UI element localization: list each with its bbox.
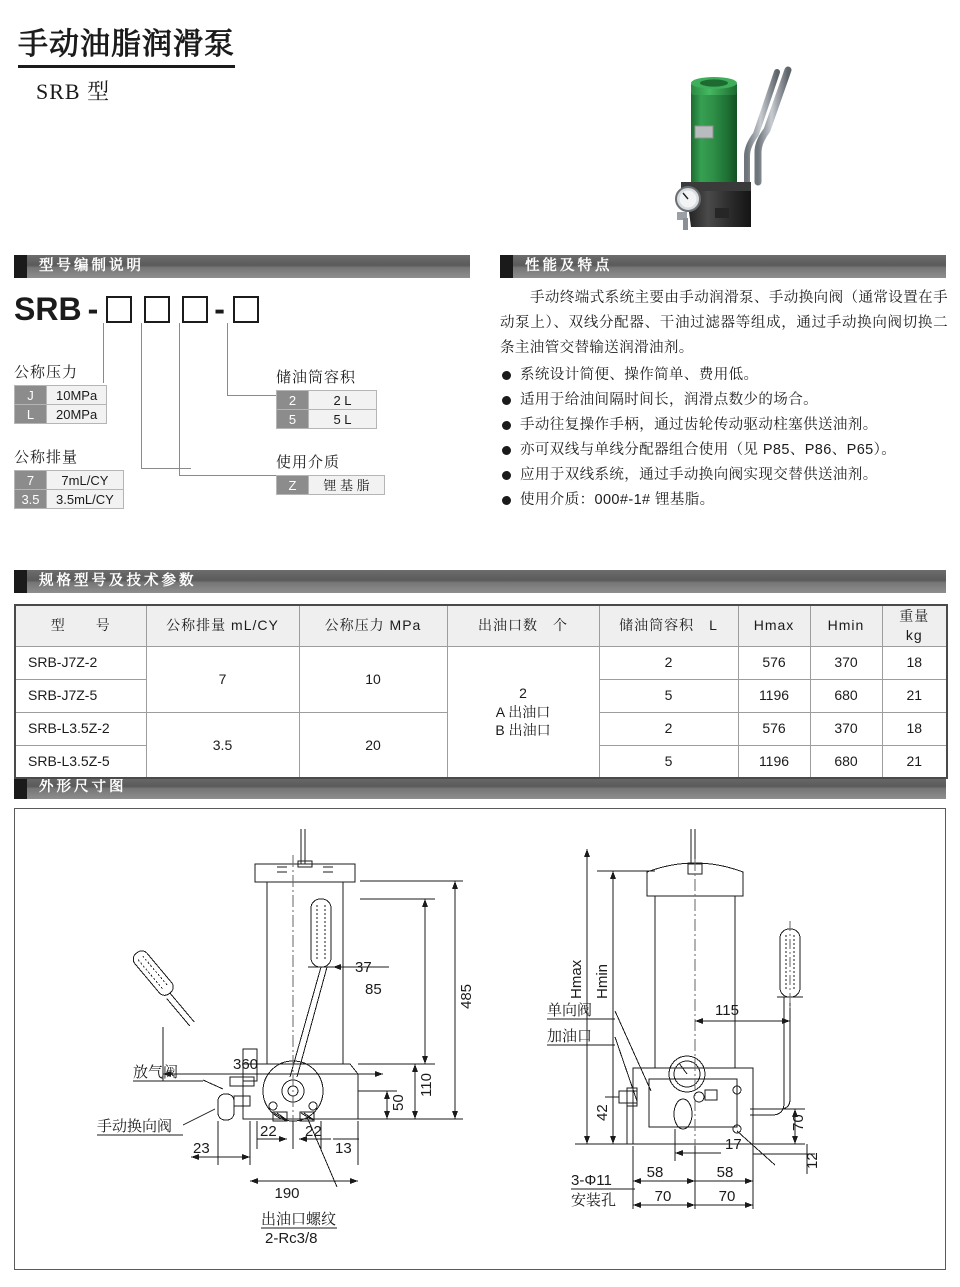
cell-weight: 21 (882, 745, 947, 778)
label-vent-valve: 放气阀 (133, 1064, 179, 1081)
label-mounting-hole-spec: 3-Φ11 (571, 1172, 612, 1189)
cell-capacity: 2 (599, 646, 738, 679)
product-photo (655, 30, 830, 235)
value-cell: 2 L (309, 391, 377, 410)
table-row (15, 490, 124, 509)
column-header-outlets: 出油口数 个 (447, 605, 599, 646)
label-filler-port: 加油口 (547, 1028, 593, 1045)
cell-weight: 18 (882, 646, 947, 679)
cell-hmax: 576 (738, 712, 810, 745)
label-outlet-thread: 出油口螺纹 (261, 1211, 337, 1228)
code-cell: 7 (15, 471, 47, 490)
section-header-dimensions-label: 外形尺寸图 (39, 779, 127, 796)
feature-item-text: 亦可双线与单线分配器组合使用（见 P85、P86、P65）。 (520, 442, 897, 458)
cell-weight: 21 (882, 679, 947, 712)
cell-model: SRB-L3.5Z-2 (15, 712, 146, 745)
section-header-performance (500, 255, 946, 278)
page-title: 手动油脂润滑泵 (18, 28, 235, 68)
reservoir-cap-inner (700, 79, 728, 86)
feature-item (500, 363, 948, 388)
cell-capacity: 2 (599, 712, 738, 745)
cell-displacement: 7 (146, 646, 299, 712)
cell-hmax: 1196 (738, 679, 810, 712)
table-row (277, 410, 377, 429)
dim-left-485: 485 (458, 983, 475, 1009)
feature-item (500, 413, 948, 438)
right-filler-port (705, 1090, 717, 1100)
feature-item (500, 488, 948, 513)
cell-hmin: 680 (810, 745, 882, 778)
left-base-block (243, 1064, 358, 1119)
column-header-hmin: Hmin (810, 605, 882, 646)
feature-item-text: 系统设计简便、操作简单、费用低。 (520, 367, 759, 383)
feature-item-text: 应用于双线系统，通过手动换向阀实现交替供送油剂。 (520, 467, 878, 483)
model-dash-2: - (214, 291, 225, 327)
left-reservoir-body (267, 882, 343, 1064)
left-elevation-drawing (130, 829, 358, 1127)
bullet-icon (502, 371, 511, 380)
table-header-row (15, 605, 947, 646)
cell-capacity: 5 (599, 679, 738, 712)
outlet-count: 2 (519, 684, 527, 701)
cell-hmax: 576 (738, 646, 810, 679)
section-header-dimensions (14, 776, 946, 799)
value-cell: 7mL/CY (47, 471, 124, 490)
section-header-model-coding (14, 255, 470, 278)
table-working-medium (276, 475, 385, 495)
right-elevation-drawing (619, 829, 803, 1154)
cell-model: SRB-L3.5Z-5 (15, 745, 146, 778)
dim-left-22a: 22 (260, 1123, 277, 1140)
cell-pressure: 20 (299, 712, 447, 778)
left-handle-grip (311, 899, 331, 967)
column-header-hmax: Hmax (738, 605, 810, 646)
dimension-drawings (15, 809, 945, 1269)
outlet-port-a: A 出油口 (495, 703, 551, 720)
bullet-icon (502, 471, 511, 480)
group-nominal-displacement-title: 公称排量 (14, 449, 79, 466)
label-manual-reversing-valve: 手动换向阀 (97, 1118, 173, 1135)
table-row (277, 476, 385, 495)
section-header-specifications-label: 规格型号及技术参数 (39, 573, 197, 590)
cell-hmin: 680 (810, 679, 882, 712)
model-code-box-2[interactable] (144, 296, 170, 323)
dim-left-85: 85 (365, 981, 382, 998)
code-cell: 3.5 (15, 490, 47, 509)
left-reversing-valve (218, 1094, 234, 1120)
dimension-drawing-frame (14, 808, 946, 1270)
specifications-table-wrap (14, 604, 946, 779)
dim-right-70c: 70 (790, 1114, 807, 1131)
feature-item (500, 388, 948, 413)
cell-model: SRB-J7Z-2 (15, 646, 146, 679)
cell-outlets (447, 646, 599, 778)
feature-item (500, 463, 948, 488)
value-cell: 10MPa (47, 386, 107, 405)
cell-weight: 18 (882, 712, 947, 745)
model-coding-diagram (14, 285, 474, 515)
value-cell: 20MPa (47, 405, 107, 424)
table-nominal-displacement (14, 470, 124, 509)
label-outlet-thread-spec: 2-Rc3/8 (265, 1230, 318, 1247)
model-dash-1: - (87, 291, 99, 327)
base-fitting-stem (683, 218, 688, 230)
group-working-medium (276, 455, 385, 495)
dim-left-360: 360 (233, 1056, 259, 1073)
label-check-valve: 单向阀 (547, 1002, 593, 1019)
model-code-box-1[interactable] (106, 296, 132, 323)
performance-paragraph: 手动终端式系统主要由手动润滑泵、手动换向阀（通常设置在手动泵上）、双线分配器、干油过滤器等组成，通过手动换向阀切换二条主油管交替输送润滑油剂。 (500, 290, 948, 356)
column-header-capacity: 储油筒容积 L (599, 605, 738, 646)
cell-hmin: 370 (810, 712, 882, 745)
product-photo-svg (655, 30, 830, 235)
table-row (277, 391, 377, 410)
performance-features-list (500, 286, 948, 513)
model-code-box-3[interactable] (182, 296, 208, 323)
model-prefix: SRB (14, 291, 82, 327)
cell-hmax: 1196 (738, 745, 810, 778)
model-code-string (14, 293, 259, 325)
left-handle-arm (290, 967, 321, 1077)
page-subtitle: SRB 型 (36, 79, 111, 104)
cell-pressure: 10 (299, 646, 447, 712)
label-hmax: Hmax (568, 959, 585, 999)
base-outlet-block (715, 208, 729, 218)
dim-left-110: 110 (418, 1073, 435, 1097)
connector-capacity-vertical (227, 323, 228, 395)
product-label-plate (695, 126, 713, 138)
column-header-weight: 重量 kg (882, 605, 947, 646)
code-cell: L (15, 405, 47, 424)
connector-displacement-vertical (141, 323, 142, 468)
dim-right-17: 17 (725, 1136, 742, 1153)
cell-hmin: 370 (810, 646, 882, 679)
group-nominal-pressure (14, 365, 107, 424)
table-row (15, 386, 107, 405)
table-row (15, 646, 947, 679)
page-title-block (18, 28, 235, 106)
column-header-pressure: 公称压力 MPa (299, 605, 447, 646)
dim-right-12: 12 (804, 1152, 821, 1169)
dim-left-22b: 22 (305, 1123, 322, 1140)
connector-media-horizontal (179, 475, 276, 476)
connector-capacity-horizontal (227, 395, 276, 396)
code-cell: 5 (277, 410, 309, 429)
bullet-icon (502, 421, 511, 430)
dim-left-23: 23 (193, 1140, 210, 1157)
cell-model: SRB-J7Z-5 (15, 679, 146, 712)
dim-right-58b: 58 (716, 1164, 734, 1181)
column-header-model: 型 号 (15, 605, 146, 646)
column-header-displacement: 公称排量 mL/CY (146, 605, 299, 646)
group-nominal-pressure-title: 公称压力 (14, 364, 79, 381)
bullet-icon (502, 396, 511, 405)
feature-item-text: 适用于给油间隔时间长，润滑点数少的场合。 (520, 392, 818, 408)
value-cell: 锂 基 脂 (309, 476, 385, 495)
dim-left-13: 13 (335, 1140, 352, 1157)
value-cell: 5 L (309, 410, 377, 429)
connector-displacement-horizontal (141, 468, 191, 469)
bullet-icon (502, 496, 511, 505)
cell-displacement: 3.5 (146, 712, 299, 778)
connector-media-vertical (179, 323, 180, 475)
table-row (15, 405, 107, 424)
table-nominal-pressure (14, 385, 107, 424)
dim-right-70b: 70 (718, 1188, 736, 1205)
code-cell: J (15, 386, 47, 405)
group-nominal-displacement (14, 450, 124, 509)
table-row (15, 471, 124, 490)
dim-right-58a: 58 (646, 1164, 664, 1181)
label-hmin: Hmin (594, 963, 611, 999)
outlet-port-b: B 出油口 (495, 722, 551, 739)
bullet-icon (502, 446, 511, 455)
code-cell: 2 (277, 391, 309, 410)
dim-right-42: 42 (594, 1104, 611, 1121)
dim-left-37: 37 (355, 959, 372, 976)
table-reservoir-capacity (276, 390, 377, 429)
label-mounting-hole: 安装孔 (571, 1192, 617, 1209)
dim-right-70a: 70 (654, 1188, 672, 1205)
code-cell: Z (277, 476, 309, 495)
left-detached-handle (130, 948, 200, 1027)
dim-left-50: 50 (390, 1094, 407, 1111)
section-header-performance-label: 性能及特点 (525, 258, 613, 275)
specifications-table (14, 604, 948, 779)
value-cell: 3.5mL/CY (47, 490, 124, 509)
model-code-box-4[interactable] (233, 296, 259, 323)
dim-left-190: 190 (274, 1185, 300, 1202)
group-reservoir-capacity (276, 370, 377, 429)
group-reservoir-capacity-title: 储油筒容积 (276, 369, 357, 386)
feature-item (500, 438, 948, 463)
group-working-medium-title: 使用介质 (276, 454, 341, 471)
feature-item-text: 手动往复操作手柄，通过齿轮传动驱动柱塞供送油剂。 (520, 417, 878, 433)
section-header-model-coding-label: 型号编制说明 (39, 258, 144, 275)
cell-capacity: 5 (599, 745, 738, 778)
section-header-specifications (14, 570, 946, 593)
dim-right-115: 115 (715, 1002, 739, 1019)
feature-item-text: 使用介质：000#-1# 锂基脂。 (520, 492, 715, 508)
